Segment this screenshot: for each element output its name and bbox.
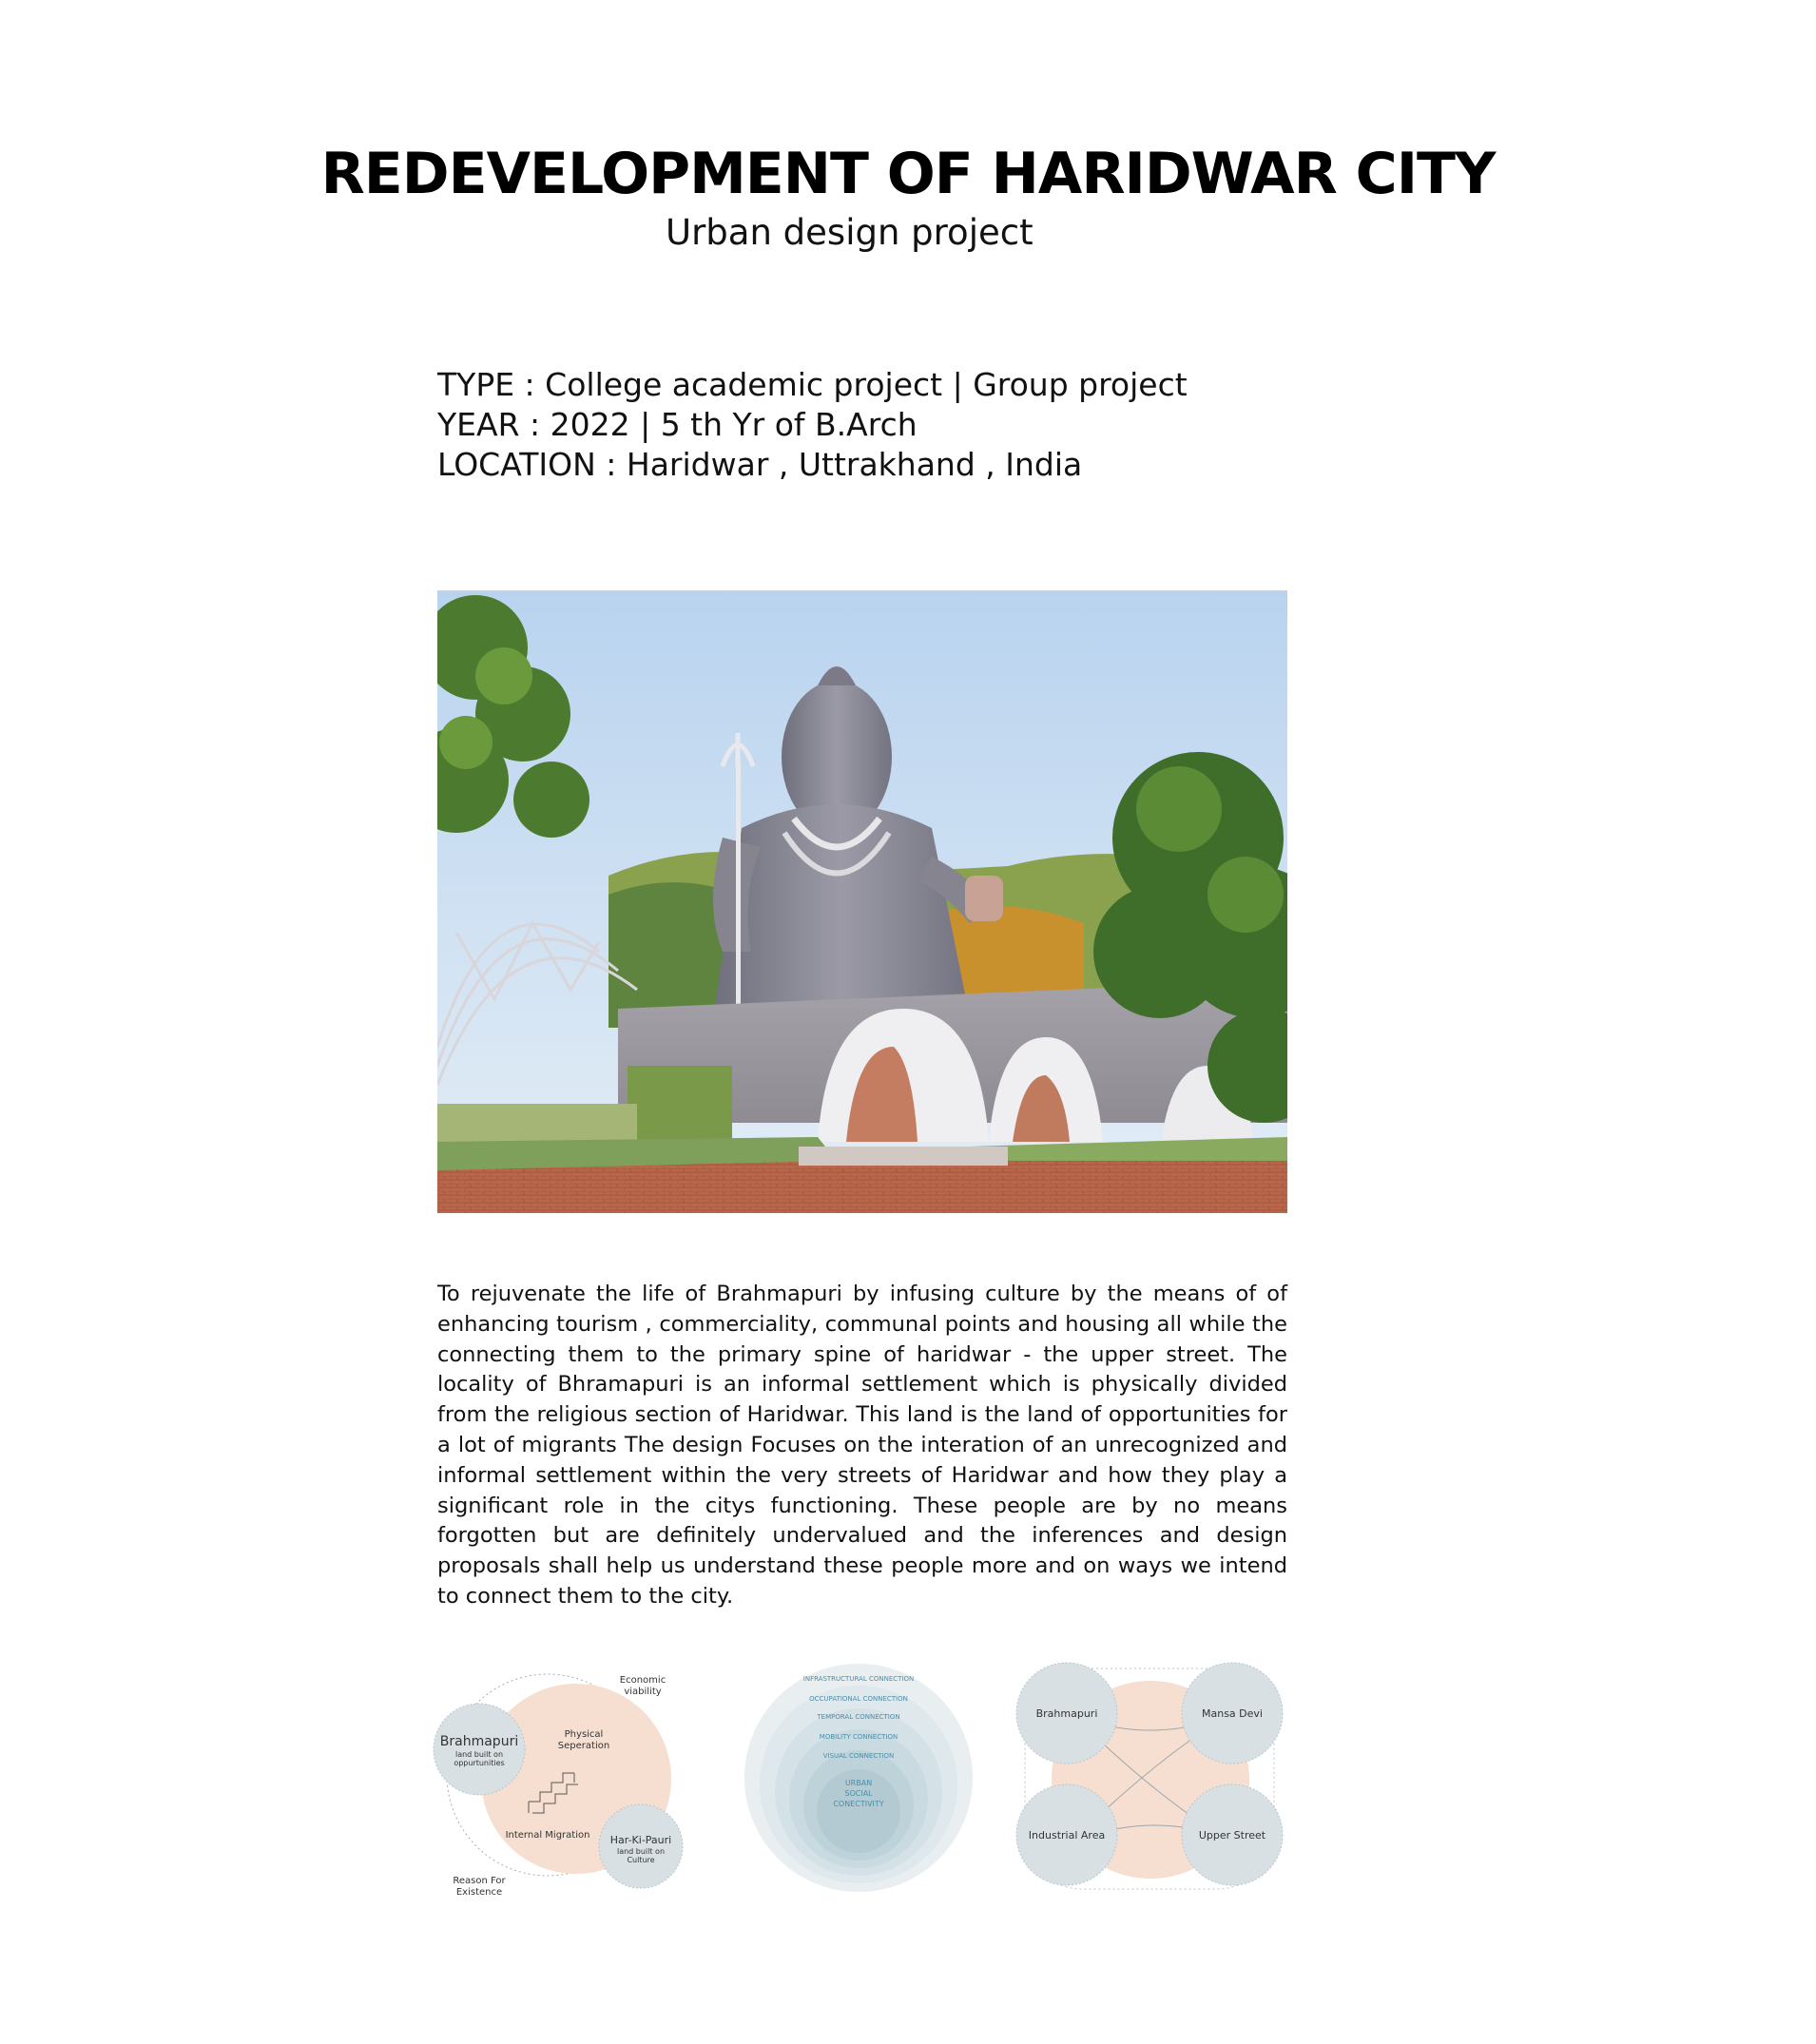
project-render-image — [437, 590, 1287, 1213]
label-ring-3: TEMPORAL CONNECTION — [817, 1713, 900, 1721]
diagram-urban-social-connectivity — [740, 1659, 977, 1897]
label-internal-migration: Internal Migration — [505, 1830, 590, 1841]
label-core-3: CONECTIVITY — [833, 1800, 884, 1808]
label-ring-4: MOBILITY CONNECTION — [819, 1733, 898, 1741]
diagram-brahmapuri-relations — [434, 1659, 700, 1897]
label-economic: Economic — [619, 1675, 667, 1686]
label-brahmapuri: Brahmapuri — [439, 1734, 519, 1749]
label-har-ki-pauri: Har-Ki-Pauri — [609, 1834, 672, 1846]
label-physical: Physical — [564, 1729, 604, 1740]
label-ring-2: OCCUPATIONAL CONNECTION — [809, 1695, 908, 1703]
label-brahmapuri-sub2: oppurtunities — [454, 1759, 505, 1767]
label-seperation: Seperation — [557, 1741, 610, 1751]
har-ki-pauri-circle — [599, 1804, 683, 1888]
brahmapuri-circle — [434, 1704, 525, 1795]
label-reason-for: Reason For — [453, 1876, 506, 1886]
label-core-1: URBAN — [844, 1779, 873, 1787]
page-subtitle: Urban design project — [666, 212, 1034, 253]
label-har-ki-pauri-sub2: Culture — [627, 1856, 655, 1864]
diagram-city-nodes — [1008, 1659, 1293, 1897]
label-core-2: SOCIAL — [844, 1789, 873, 1798]
project-description: To rejuvenate the life of Brahmapuri by infusing culture by the means of of enhancing tourism , commerciality, communal points and housing all while the connecting them to the primary spine of haridwar - the upper street. The locality of Bhramapuri is an informal settlement which is physically divided from the religious section of Haridwar. This land is the land of opportunities for a lot of migrants The design Focuses on the interation of an unrecognized and informal settlement within the very streets of Haridwar and how they play a significant role in the citys functioning. These people are by no means forgotten but are definitely undervalued and the inferences and design proposals shall help us understand these people more and on ways we intend to connect them to the city. — [437, 1282, 1287, 1609]
label-industrial-area: Industrial Area — [1028, 1829, 1106, 1842]
label-ring-1: INFRASTRUCTURAL CONNECTION — [802, 1675, 915, 1683]
label-mansa-devi: Mansa Devi — [1202, 1707, 1263, 1720]
meta-location: LOCATION : Haridwar , Uttrakhand , India — [437, 446, 1083, 483]
label-brahmapuri: Brahmapuri — [1035, 1707, 1098, 1720]
label-viability: viability — [624, 1687, 662, 1697]
meta-type: TYPE : College academic project | Group project — [437, 366, 1188, 403]
label-existence: Existence — [455, 1887, 503, 1898]
label-ring-5: VISUAL CONNECTION — [822, 1752, 895, 1760]
meta-year: YEAR : 2022 | 5 th Yr of B.Arch — [437, 406, 918, 443]
label-upper-street: Upper Street — [1198, 1829, 1266, 1842]
page-title: REDEVELOPMENT OF HARIDWAR CITY — [320, 141, 1496, 207]
label-brahmapuri-sub1: land built on — [454, 1750, 504, 1759]
label-har-ki-pauri-sub1: land built on — [616, 1847, 666, 1856]
project-meta — [437, 365, 1388, 485]
